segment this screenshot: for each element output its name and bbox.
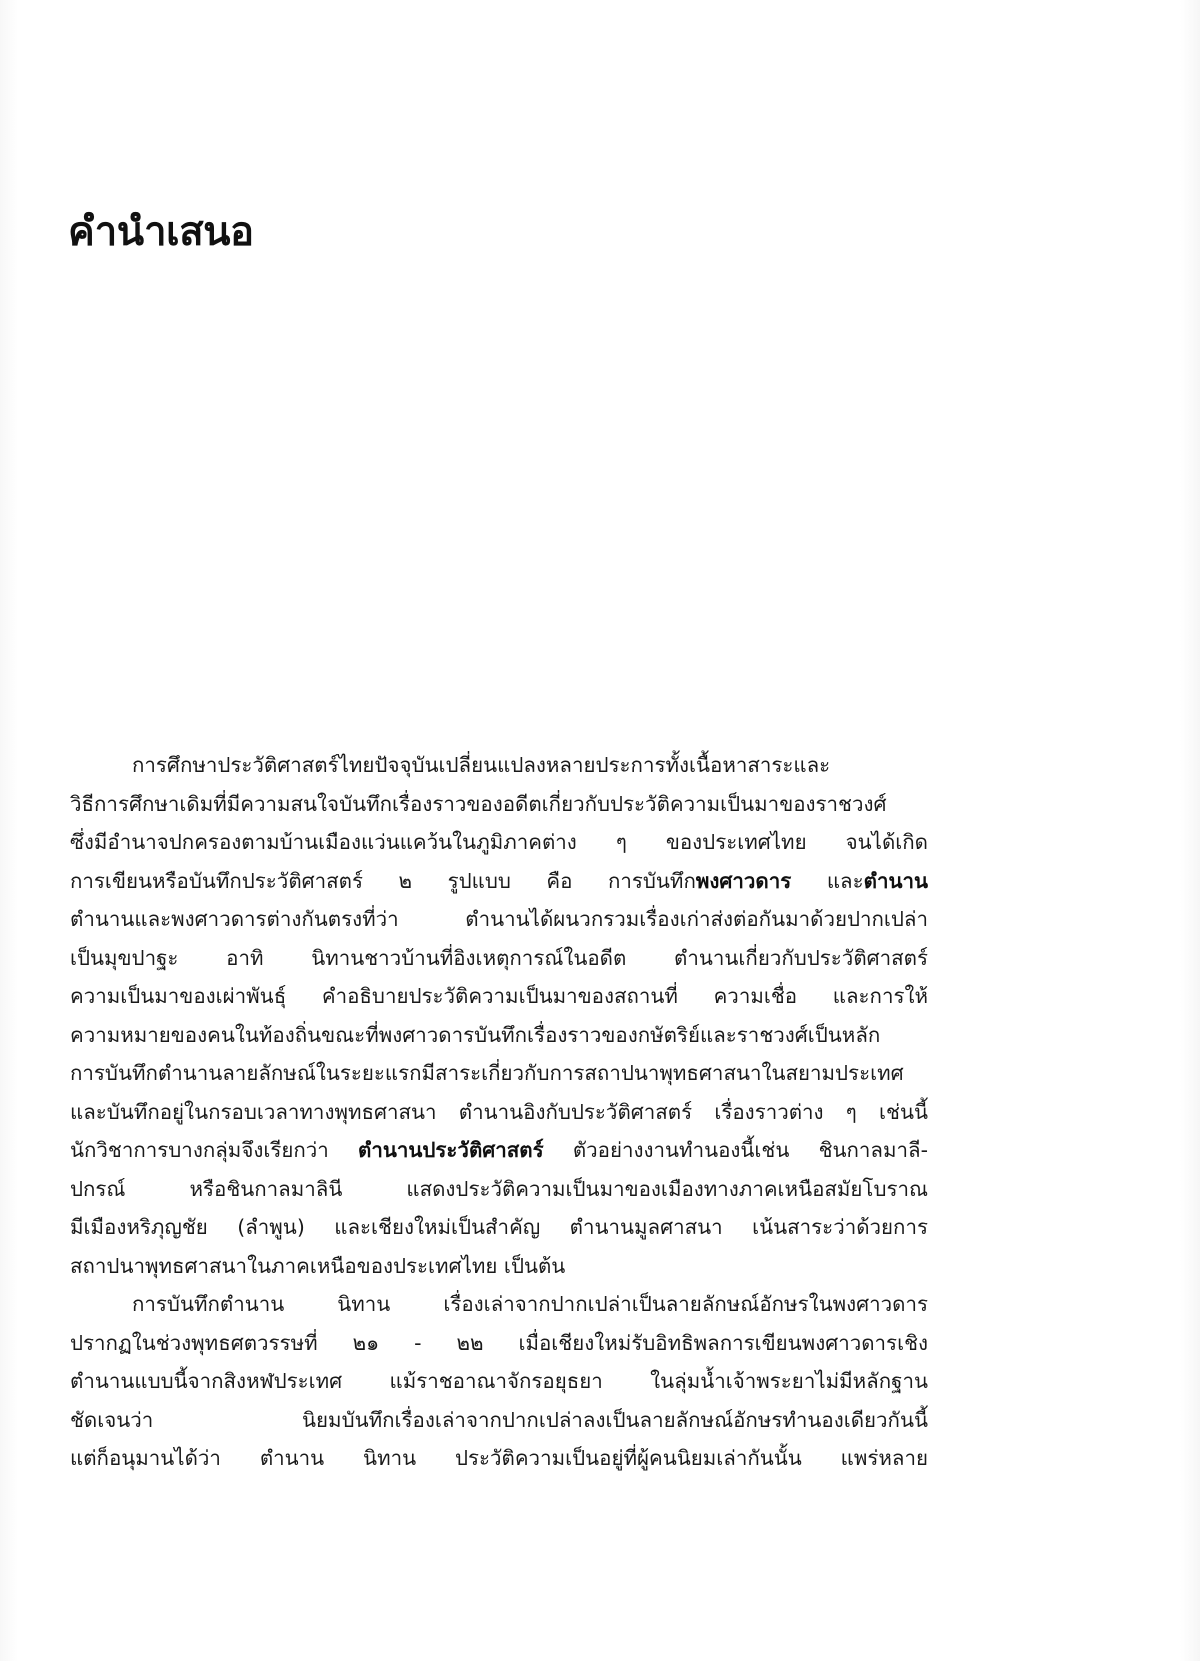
paragraph [70,746,928,1285]
text-line [70,1131,928,1170]
text-line [70,1324,928,1363]
text-segment: ตำนานและพงศาวดารต่างกันตรงที่ว่า ตำนานได้ผนวกรวมเรื่องเก่าส่งต่อกันมาด้วยปากเปล่า [70,907,928,931]
text-line [70,1439,928,1478]
text-line [70,785,928,824]
text-segment: วิธีการศึกษาเดิมที่มีความสนใจบันทึกเรื่องราวของอดีตเกี่ยวกับประวัติความเป็นมาของราชวงศ์ [70,791,887,816]
text-segment: ชัดเจนว่า นิยมบันทึกเรื่องเล่าจากปากเปล่าลงเป็นลายลักษณ์อักษรทำนองเดียวกันนี้ [70,1407,928,1432]
text-segment: นักวิชาการบางกลุ่มจึงเรียกว่า [70,1138,359,1162]
text-segment: ตำนานแบบนี้จากสิงหฬประเทศ แม้ราชอาณาจักรอยุธยา ในลุ่มน้ำเจ้าพระยาไม่มีหลักฐาน [70,1369,928,1393]
page-title: คำนำเสนอ [68,209,254,255]
paragraph [70,1285,928,1478]
text-segment: มีเมืองหริภุญชัย (ลำพูน) และเชียงใหม่เป็นสำคัญ ตำนานมูลศาสนา เน้นสาระว่าด้วยการ [70,1215,928,1239]
text-segment: ความหมายของคนในท้องถิ่นขณะที่พงศาวดารบันทึกเรื่องราวของกษัตริย์และราชวงศ์เป็นหลัก [70,1022,881,1047]
text-line [70,862,928,901]
bold-term: พงศาวดาร [695,868,792,893]
text-segment: การศึกษาประวัติศาสตร์ไทยปัจจุบันเปลี่ยนแปลงหลายประการทั้งเนื้อหาสาระและ [132,753,831,777]
bold-term: ตำนาน [863,868,928,893]
text-segment: การเขียนหรือบันทึกประวัติศาสตร์ ๒ รูปแบบ คือ การบันทึก [70,868,696,893]
text-line [70,1054,928,1093]
text-segment: แต่ก็อนุมานได้ว่า ตำนาน นิทาน ประวัติความเป็นอยู่ที่ผู้คนนิยมเล่ากันนั้น แพร่หลาย [70,1446,928,1470]
text-segment: การบันทึกตำนานลายลักษณ์ในระยะแรกมีสาระเกี่ยวกับการสถาปนาพุทธศาสนาในสยามประเทศ [70,1061,904,1085]
text-segment: และบันทึกอยู่ในกรอบเวลาทางพุทธศาสนา ตำนานอิงกับประวัติศาสตร์ เรื่องราวต่าง ๆ เช่นนี้ [70,1099,928,1124]
text-segment: ตัวอย่างงานทำนองนี้เช่น ชินกาลมาลี- [543,1138,928,1162]
text-segment: และ [791,868,864,893]
text-line [70,1285,928,1324]
text-segment: การบันทึกตำนาน นิทาน เรื่องเล่าจากปากเปล่าเป็นลายลักษณ์อักษรในพงศาวดาร [132,1292,928,1316]
body-text [70,746,928,1478]
text-segment: ปรากฏในช่วงพุทธศตวรรษที่ ๒๑ - ๒๒ เมื่อเชียงใหม่รับอิทธิพลการเขียนพงศาวดารเชิง [70,1330,928,1355]
text-line [70,900,928,939]
text-line [70,939,928,978]
text-segment: ซึ่งมีอำนาจปกครองตามบ้านเมืองแว่นแคว้นในภูมิภาคต่าง ๆ ของประเทศไทย จนได้เกิด [70,830,928,854]
text-line [70,1208,928,1247]
text-segment: เป็นมุขปาฐะ อาทิ นิทานชาวบ้านที่อิงเหตุการณ์ในอดีต ตำนานเกี่ยวกับประวัติศาสตร์ [70,945,928,970]
text-line [70,823,928,862]
text-segment: ปกรณ์ หรือชินกาลมาลินี แสดงประวัติความเป็นมาของเมืองทางภาคเหนือสมัยโบราณ [70,1176,928,1201]
text-line [70,1362,928,1401]
text-line [70,1093,928,1132]
text-line [70,977,928,1016]
text-segment: สถาปนาพุทธศาสนาในภาคเหนือของประเทศไทย เป็นต้น [70,1253,566,1278]
text-segment: ความเป็นมาของเผ่าพันธุ์ คำอธิบายประวัติความเป็นมาของสถานที่ ความเชื่อ และการให้ [70,984,928,1008]
text-line [70,1247,928,1286]
text-line [70,746,928,785]
text-line [70,1016,928,1055]
bold-term: ตำนานประวัติศาสตร์ [358,1138,544,1162]
text-line [70,1170,928,1209]
text-line [70,1401,928,1440]
